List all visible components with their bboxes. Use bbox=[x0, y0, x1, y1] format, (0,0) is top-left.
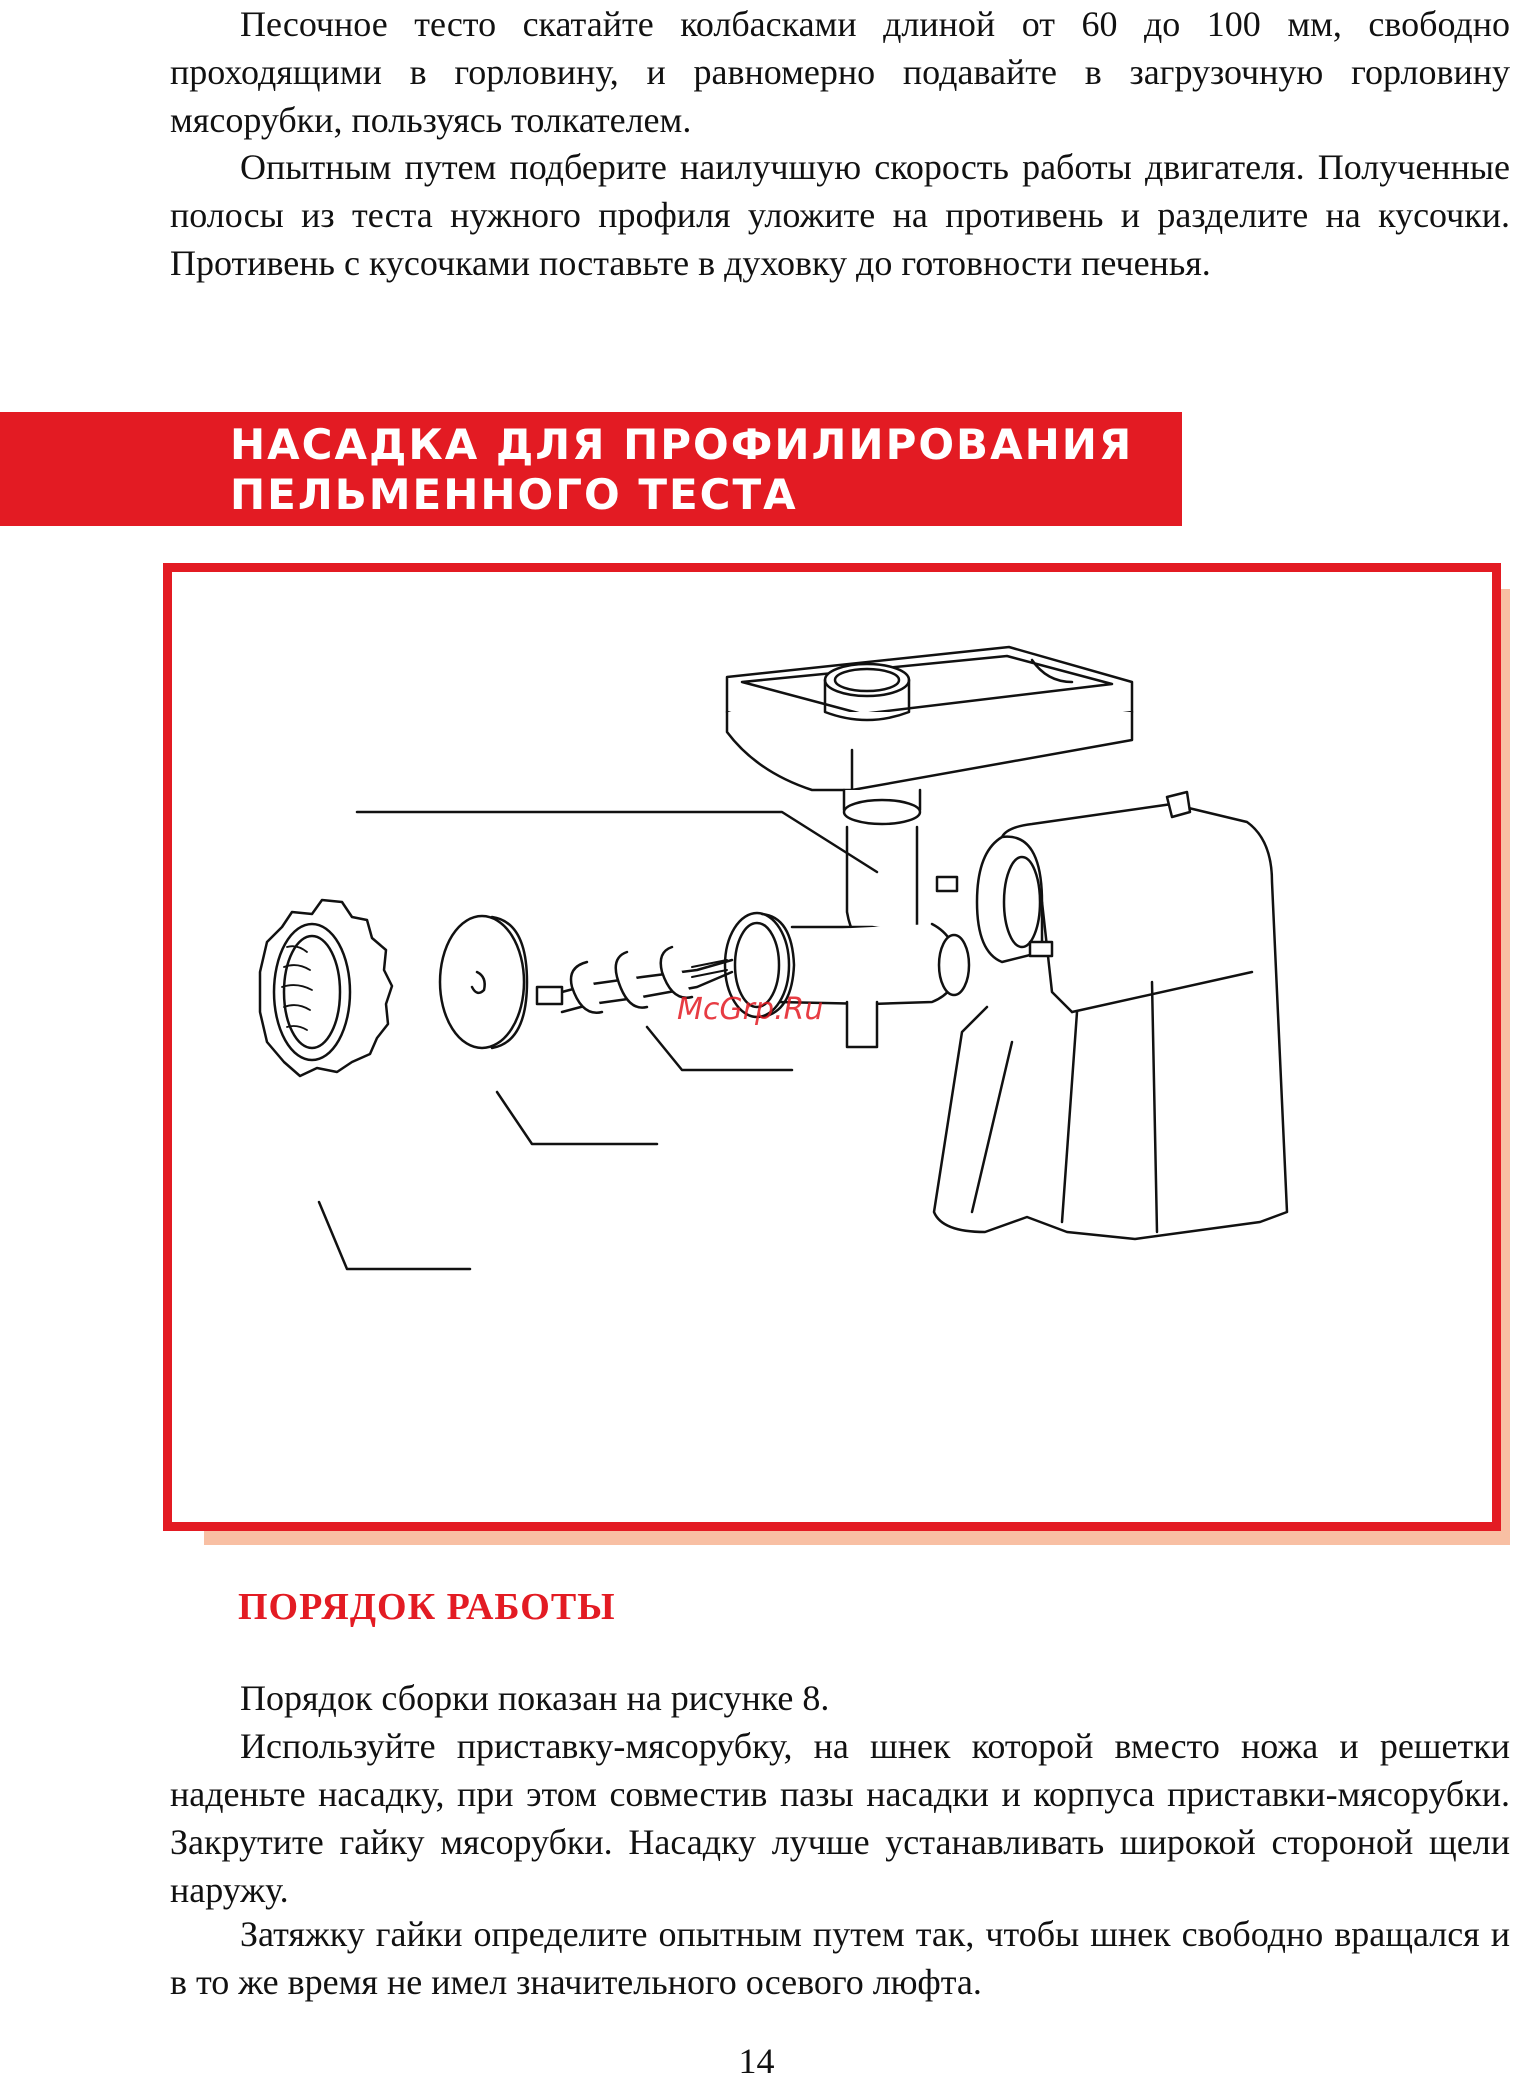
motor-base bbox=[934, 792, 1287, 1239]
meat-grinder-assembly-diagram bbox=[172, 572, 1492, 1522]
leader-line-auger bbox=[647, 1027, 792, 1070]
figure-frame bbox=[163, 563, 1501, 1531]
hopper-tray bbox=[727, 647, 1132, 790]
paragraph-dough-rolling: Песочное тесто скатайте колбасками длиной от 60 до 100 мм, свободно проходящими в горловину, и равномерно подавайте в загрузочную горловину мясорубки, пользуясь толкателем. bbox=[170, 4, 1510, 140]
profiling-disc bbox=[440, 916, 527, 1048]
leader-line-disc bbox=[497, 1092, 657, 1144]
section-heading: ПОРЯДОК РАБОТЫ bbox=[238, 1586, 616, 1628]
banner-title bbox=[230, 420, 1133, 520]
section-banner bbox=[0, 412, 1182, 526]
paragraph-motor-speed: Опытным путем подберите наилучшую скорость работы двигателя. Полученные полосы из теста нужного профиля уложите на противень и разделите на кусочки. Противень с кусочками поставьте в духовку до готовности печенья. bbox=[170, 147, 1510, 283]
leader-line-nut bbox=[319, 1202, 470, 1269]
locking-nut bbox=[260, 900, 392, 1076]
leader-line-tube bbox=[357, 812, 877, 872]
paragraph-assembly-reference: Порядок сборки показан на рисунке 8. bbox=[240, 1678, 830, 1718]
banner-title-line2: ПЕЛЬМЕННОГО ТЕСТА bbox=[230, 470, 798, 519]
paragraph-nut-tightening: Затяжку гайки определите опытным путем так, чтобы шнек свободно вращался и в то же время не имел значительного осевого люфта. bbox=[170, 1914, 1510, 2002]
paragraph-attachment-install: Используйте приставку-мясорубку, на шнек которой вместо ножа и решетки наденьте насадку, при этом совместив пазы насадки и корпуса приставки-мясорубки. Закрутите гайку мясорубки. Насадку лучше устанавливать широкой стороной щели наружу. bbox=[170, 1726, 1510, 1910]
banner-title-line1: НАСАДКА ДЛЯ ПРОФИЛИРОВАНИЯ bbox=[230, 420, 1134, 469]
watermark: McGrp.Ru bbox=[677, 992, 824, 1027]
page-number: 14 bbox=[738, 2041, 775, 2081]
